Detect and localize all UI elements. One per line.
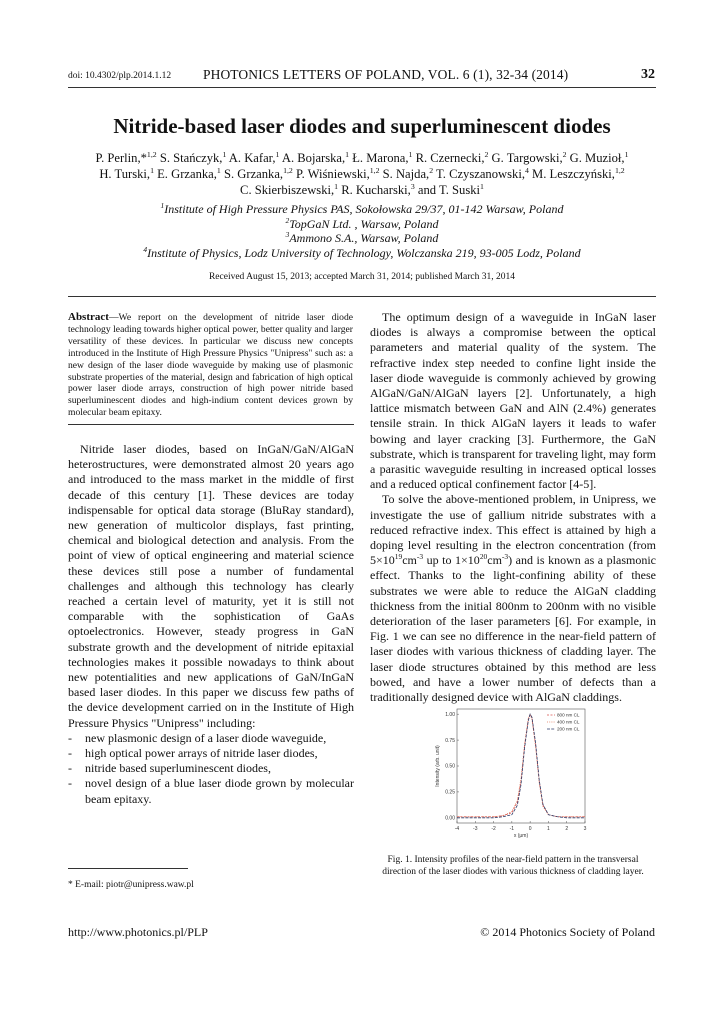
received-dates: Received August 15, 2013; accepted March 31, 2014; published March 31, 2014 xyxy=(208,272,516,282)
y-tick-label: 0.75 xyxy=(445,737,455,744)
header-rule xyxy=(68,87,656,88)
author-line-1: P. Perlin,*$^{1,2}$ S. Stańczyk,$^1$ A. Kafar,$^1$ A. Bojarska,$^1$ Ł. Marona,$^1$ R. Czernecki,$^2$ G. Targowski,$^2$ G. Muzioł,$^1$ xyxy=(95,149,629,165)
figure-caption: Fig. 1. Intensity profiles of the near-field pattern in the transversal direction of the laser diodes with various thickness of cladding layer. xyxy=(382,855,644,877)
plasmonic-paragraph: To solve the above-mentioned problem, in Unipress, we investigate the use of gallium nitride substrates with a reduced refractive index. This effect is attained by high a doping level resulting in the electron concentration (from $5\times 10^{19}cm^{-3}$ up to $1\times 10^{20}cm^{-3}$) and is known as a plasmonic effect. Thanks to the light-confining ability of these substrates we were able to reduce the AlGaN cladding thickness from the initial 800nm to 200nm with no visible deterioration of the laser parameters [6]. For example, in Fig. 1 we can see no difference in the near-field pattern of laser diodes with various thickness of cladding layer. The laser diode structures obtained by this method are less bowed, and have a lower number of defects than a traditionally designed device with AlGaN claddings. xyxy=(370,492,656,705)
affiliation-3: $^3$Ammono S.A., Warsaw, Poland xyxy=(285,230,439,245)
author-line-2: H. Turski,$^1$ E. Grzanka,$^1$ S. Grzanka,$^{1,2}$ P. Wiśniewski,$^{1,2}$ S. Najda,$^2$ T. Czyszanowski,$^4$ M. Leszczyński,$^{1,2}$ xyxy=(99,165,625,181)
x-tick-label: -4 xyxy=(454,826,460,832)
figure-1-chart xyxy=(435,703,595,850)
intro-paragraph: Nitride laser diodes, based on InGaN/GaN/AlGaN heterostructures, were demonstrated almost 20 years ago and introduced to the mass market in the middle of first decade of this century [1]. These devices are today indispensable for optical data storage (BluRay standard), new generation of multicolor displays, fast printing, chemical and biological detection and analysis. From the point of view of optical engineering and material science these devices still pose a number of fundamental challenges and although this technology has clearly reached a certain level of maturity, yet it is still not comparable with the sophistication of GaAs optoelectronics. However, steady progress in GaN substrate growth and the development of nitride epitaxial technologies makes it possible nowadays to think about new potentialities and new applications of GaN/InGaN based laser diodes. In this paper we discuss few paths of the device development carried on in the Institute of High Pressure Physics "Unipress" including: xyxy=(68,442,354,730)
y-tick-label: 0.00 xyxy=(445,815,455,822)
legend-entry: 200 nm CL xyxy=(557,726,580,732)
x-axis-label: x (μm) xyxy=(513,833,529,839)
footnote-email: * E-mail: piotr@unipress.waw.pl xyxy=(68,880,194,890)
x-tick-label: 3 xyxy=(583,826,587,832)
list-item: - novel design of a blue laser diode grown by molecular beam epitaxy. xyxy=(68,776,354,806)
list-item: - new plasmonic design of a laser diode waveguide, xyxy=(68,730,327,745)
footer-url[interactable]: http://www.photonics.pl/PLP xyxy=(68,925,208,939)
contribution-list xyxy=(68,731,354,807)
x-tick-label: 0 xyxy=(528,826,532,832)
y-axis-label: Intensity (arb. unit) xyxy=(435,745,441,787)
abstract-rule xyxy=(68,424,354,425)
waveguide-paragraph: The optimum design of a waveguide in InGaN laser diodes is always a compromise between the optical parameters and material quality of the system. The refractive index step needed to confine light inside the laser diode waveguide is commonly achieved by growing AlGaN/GaN/AlGaN layers [2]. Unfortunately, a high lattice mismatch between GaN and AlN (2.4%) generates tensile strain. In thick AlGaN layers it leads to wafer bowing and layer cracking [3]. Furthermore, the GaN substrate, which is transparent for traveling light, may form a parasitic waveguide resulting in increased optical losses and a reduced optical confinement factor [4-5]. xyxy=(370,310,656,492)
left-column xyxy=(68,442,354,807)
x-tick-label: -1 xyxy=(509,826,515,832)
right-column xyxy=(370,310,656,705)
affiliation-4: $^4$Institute of Physics, Lodz University of Technology, Wolczanska 219, 93-005 Lodz, Poland xyxy=(143,244,581,260)
x-tick-label: 2 xyxy=(565,826,569,832)
footer-copyright: © 2014 Photonics Society of Poland xyxy=(480,925,655,939)
affiliation-2: $^2$TopGaN Ltd. , Warsaw, Poland xyxy=(285,215,439,231)
page-number: 32 xyxy=(641,67,655,82)
x-tick-label: -2 xyxy=(491,826,496,832)
list-item: - nitride based superluminescent diodes, xyxy=(68,761,271,776)
journal-header: PHOTONICS LETTERS OF POLAND, VOL. 6 (1), 32-34 (2014) xyxy=(203,67,569,82)
legend-entry: 800 nm CL xyxy=(557,712,580,718)
y-tick-label: 0.25 xyxy=(445,789,455,796)
legend-entry: 400 nm CL xyxy=(557,719,580,725)
affiliation-1: $^1$Institute of High Pressure Physics PAS, Sokołowska 29/37, 01-142 Warsaw, Poland xyxy=(160,201,564,216)
y-tick-label: 0.50 xyxy=(445,763,455,770)
x-tick-label: -3 xyxy=(473,826,478,832)
abstract xyxy=(68,312,353,419)
doi: doi: 10.4302/plp.2014.1.12 xyxy=(68,71,172,81)
author-line-3: C. Skierbiszewski,$^1$ R. Kucharski,$^3$ and T. Suski$^1$ xyxy=(240,181,484,197)
paper-title: Nitride-based laser diodes and superluminescent diodes xyxy=(113,114,611,138)
list-item: - high optical power arrays of nitride laser diodes, xyxy=(68,746,318,761)
y-tick-label: 1.00 xyxy=(445,711,455,718)
abstract-label: Abstract xyxy=(68,311,109,323)
affiliations xyxy=(80,202,644,260)
author-list xyxy=(80,150,644,198)
x-tick-label: 1 xyxy=(547,826,550,832)
footnote-rule xyxy=(68,868,188,869)
abstract-text: —We report on the development of nitride laser diode technology leading towards higher optical power, better quality and larger versatility of these devices. In particular we discuss new concepts introduced in the Institute of High Pressure Physics "Unipress" such as: a new design of the laser diode waveguide by making use of plasmonic substrate properties of the material, design and fabrication of high optical power laser diode arrays, construction of high power nitride based superluminescent diodes and high-indium content devices grown by molecular beam epitaxy. xyxy=(68,312,353,419)
received-rule xyxy=(68,296,656,297)
